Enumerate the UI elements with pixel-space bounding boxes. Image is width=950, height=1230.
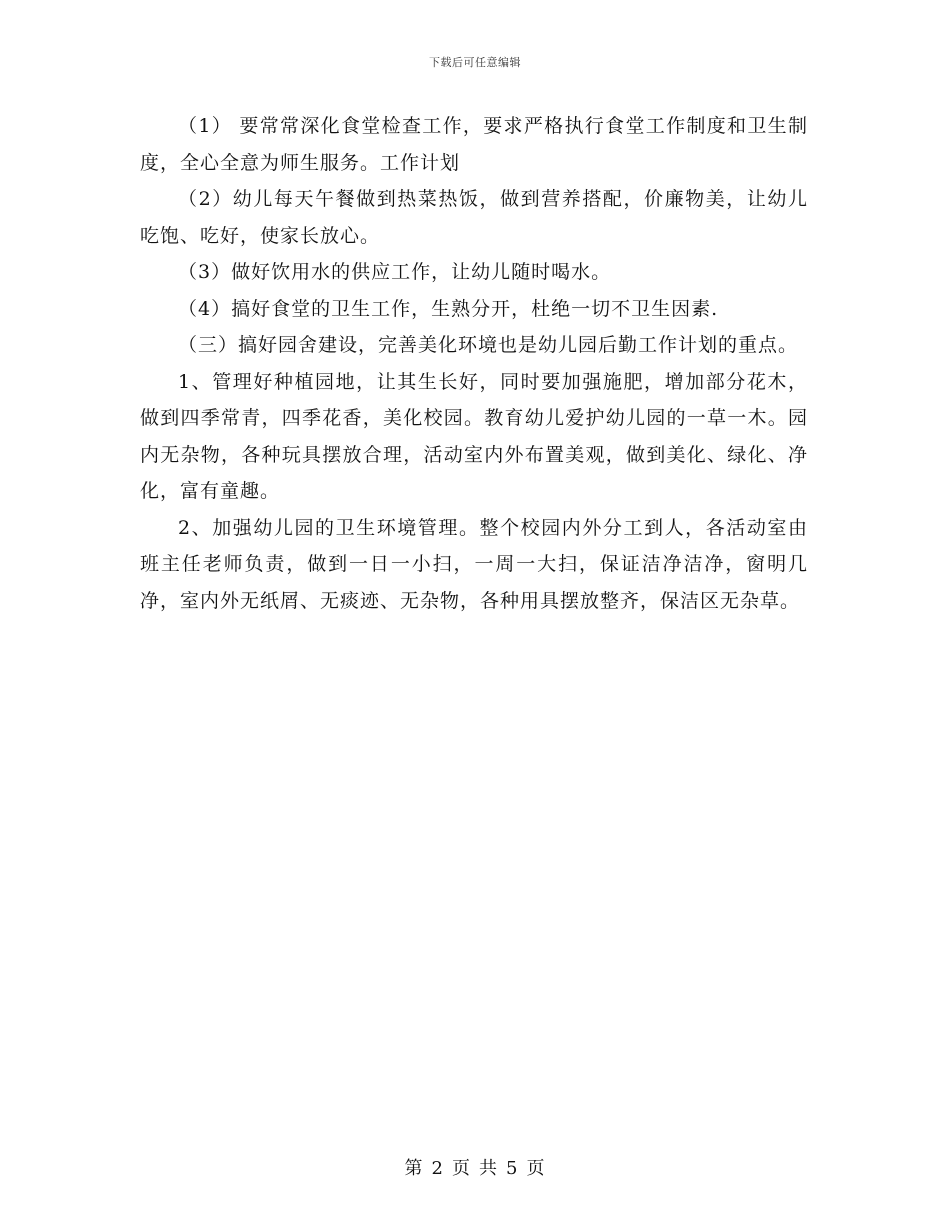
- paragraph-lunch: （2）幼儿每天午餐做到热菜热饭，做到营养搭配，价廉物美，让幼儿吃饱、吃好，使家长放心。: [140, 188, 808, 247]
- paragraph-planting-garden: 1、管理好种植园地，让其生长好，同时要加强施肥，增加部分花木，做到四季常青，四季花香，美化校园。教育幼儿爱护幼儿园的一草一木。园内无杂物，各种玩具摆放合理，活动室内外布置美观，做到美化、绿化、净化，富有童趣。: [140, 370, 808, 502]
- footer-total-pages: 5: [506, 1158, 519, 1179]
- paragraph-section-three: （三）搞好园舍建设，完善美化环境也是幼儿园后勤工作计划的重点。: [178, 334, 799, 356]
- paragraph-canteen-hygiene: （4）搞好食堂的卫生工作，生熟分开，杜绝一切不卫生因素.: [178, 297, 719, 320]
- paragraph-canteen-inspection: （1） 要常常深化食堂检查工作，要求严格执行食堂工作制度和卫生制度，全心全意为师生服务。工作计划: [140, 115, 808, 174]
- paragraph-drinking-water: （3）做好饮用水的供应工作，让幼儿随时喝水。: [178, 261, 612, 283]
- paragraph-environment-management: 2、加强幼儿园的卫生环境管理。整个校园内外分工到人，各活动室由班主任老师负责，做到一日一小扫，一周一大扫，保证洁净洁净，窗明几净，室内外无纸屑、无痰迹、无杂物，各种用具摆放整齐，保洁区无杂草。: [140, 516, 808, 612]
- footer-current-page: 2: [431, 1158, 444, 1179]
- page-footer: [0, 1154, 950, 1180]
- header-note: 下载后可任意编辑: [429, 56, 521, 69]
- footer-total-word: 共: [479, 1158, 498, 1179]
- footer-suffix: 页: [526, 1158, 546, 1179]
- document-body: [140, 108, 808, 619]
- footer-page-word: 页: [452, 1158, 471, 1179]
- footer-prefix: 第: [404, 1158, 424, 1179]
